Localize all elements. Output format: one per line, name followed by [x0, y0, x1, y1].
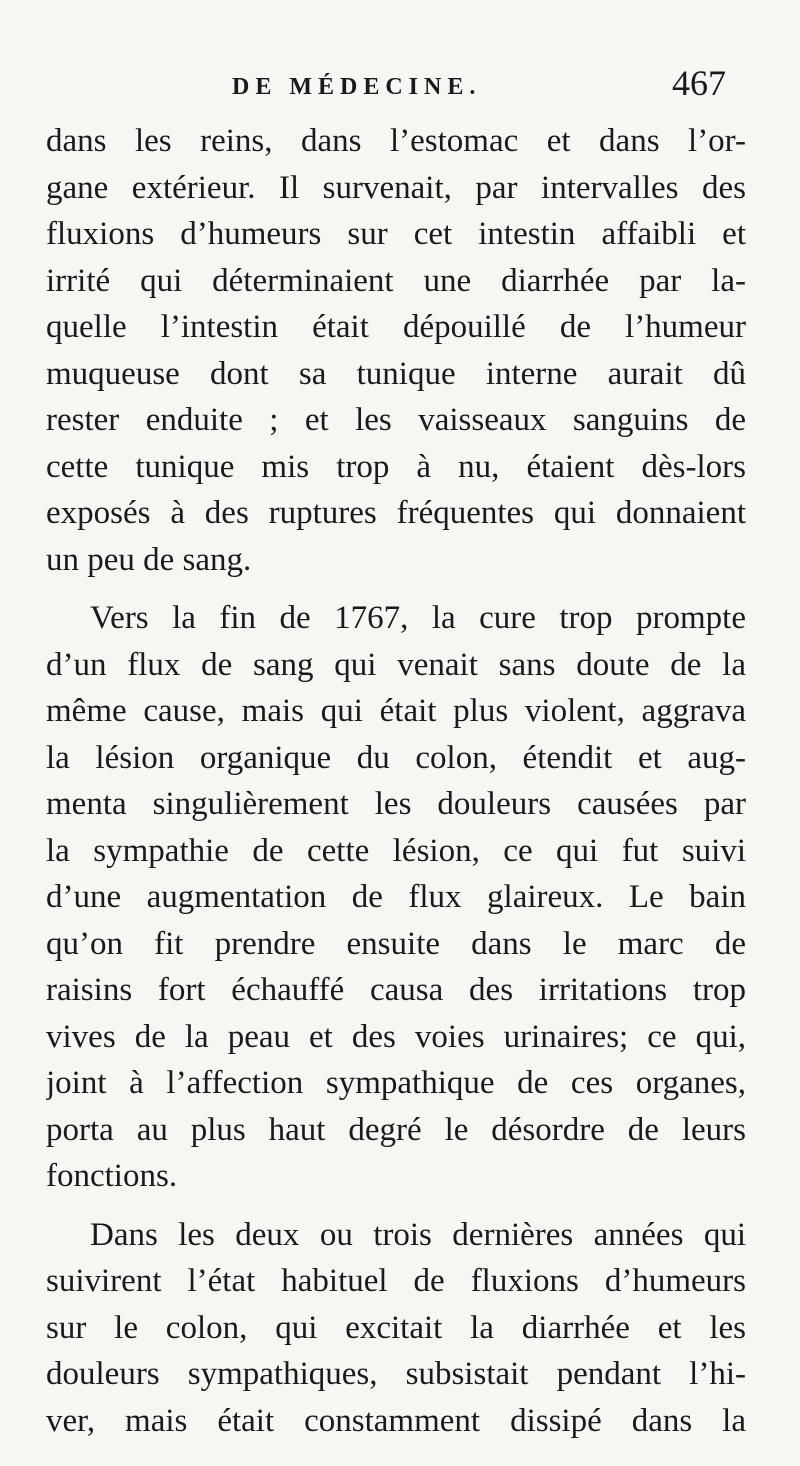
- text-line: quelle l’intestin était dépouillé de l’humeur: [46, 309, 746, 345]
- text-line: Dans les deux ou trois dernières années qui: [90, 1216, 746, 1253]
- text-line: cette tunique mis trop à nu, étaient dès-lors: [46, 448, 746, 485]
- text-line: irrité qui déterminaient une diarrhée par la-: [46, 262, 746, 299]
- page-number: 467: [672, 63, 726, 103]
- text-line: fonctions.: [46, 1158, 178, 1194]
- text-line: raisins fort échauffé causa des irritations trop: [46, 972, 746, 1008]
- text-line: sur le colon, qui excitait la diarrhée et les: [46, 1309, 746, 1346]
- text-line: porta au plus haut degré le désordre de leurs: [46, 1111, 746, 1148]
- text-line: ver, mais était constamment dissipé dans la: [46, 1402, 746, 1439]
- text-line: menta singulièrement les douleurs causées par: [46, 786, 746, 822]
- text-line: dans les reins, dans l’estomac et dans l’or-: [46, 123, 746, 159]
- page-header: [0, 58, 800, 118]
- text-line: même cause, mais qui était plus violent, aggrava: [46, 693, 746, 729]
- text-line: fluxions d’humeurs sur cet intestin affaibli et: [46, 216, 746, 252]
- text-line: vives de la peau et des voies urinaires; ce qui,: [46, 1018, 746, 1055]
- running-head: DE MÉDECINE.: [232, 74, 482, 100]
- text-line: Vers la fin de 1767, la cure trop prompte: [90, 600, 746, 636]
- text-line: d’un flux de sang qui venait sans doute de la: [46, 646, 746, 683]
- text-line: la sympathie de cette lésion, ce qui fut suivi: [46, 832, 746, 869]
- text-line: la lésion organique du colon, étendit et aug-: [46, 739, 746, 776]
- text-line: rester enduite ; et les vaisseaux sanguins de: [46, 402, 746, 438]
- text-line: gane extérieur. Il survenait, par intervalles des: [46, 169, 746, 206]
- text-line: joint à l’affection sympathique de ces organes,: [46, 1065, 746, 1101]
- text-line: qu’on fit prendre ensuite dans le marc de: [46, 925, 746, 962]
- paragraph: [46, 118, 746, 583]
- text-line: suivirent l’état habituel de fluxions d’humeurs: [46, 1263, 746, 1299]
- text-line: douleurs sympathiques, subsistait pendant l’hi-: [46, 1356, 746, 1392]
- text-line: un peu de sang.: [46, 541, 252, 578]
- body-text: [46, 118, 746, 1444]
- paragraph: [46, 595, 746, 1200]
- text-line: exposés à des ruptures fréquentes qui donnaient: [46, 495, 746, 531]
- text-line: muqueuse dont sa tunique interne aurait dû: [46, 355, 746, 392]
- paragraph: [46, 1212, 746, 1445]
- text-line: d’une augmentation de flux glaireux. Le bain: [46, 879, 746, 915]
